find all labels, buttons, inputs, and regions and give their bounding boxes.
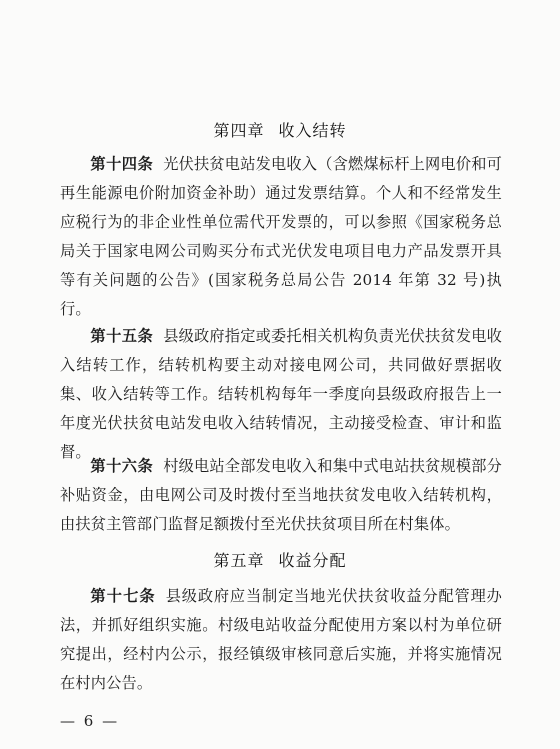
article-17-text: 县级政府应当制定当地光伏扶贫收益分配管理办法，并抓好组织实施。村级电站收益分配使用方案以村为单位研究提出，经村内公示，报经镇级审核同意后实施，并将实施情况在村内公告。 <box>60 587 503 692</box>
article-14-label: 第十四条 <box>90 155 154 173</box>
chapter-4-number: 第四章 <box>213 121 265 140</box>
chapter-5-title: 收益分配 <box>278 551 347 570</box>
article-15-text: 县级政府指定或委托相关机构负责光伏扶贫发电收入结转工作，结转机构要主动对接电网公司，共同做好票据收集、收入结转等工作。结转机构每年一季度向县级政府报告上一年度光伏扶贫电站发电收入结转情况，主动接受检查、审计和监督。 <box>60 327 503 461</box>
article-14 <box>60 150 502 324</box>
article-17-label: 第十七条 <box>90 587 156 605</box>
article-15 <box>60 322 502 467</box>
chapter-5-heading <box>0 548 560 571</box>
chapter-4-title: 收入结转 <box>278 121 347 140</box>
article-17 <box>60 582 502 698</box>
article-14-text: 光伏扶贫电站发电收入（含燃煤标杆上网电价和可再生能源电价附加资金补助）通过发票结算。个人和不经常发生应税行为的非企业性单位需代开发票的，可以参照《国家税务总局关于国家电网公司购买分布式光伏发电项目电力产品发票开具等有关问题的公告》(国家税务总局公告 2014 年第 32 号)执行。 <box>60 155 503 318</box>
article-15-label: 第十五条 <box>90 327 154 345</box>
article-16-text: 村级电站全部发电收入和集中式电站扶贫规模部分补贴资金，由电网公司及时拨付至当地扶贫发电收入结转机构，由扶贫主管部门监督足额拨付至光伏扶贫项目所在村集体。 <box>60 457 503 533</box>
chapter-4-heading <box>0 118 560 141</box>
article-16-label: 第十六条 <box>90 457 154 475</box>
chapter-5-number: 第五章 <box>213 551 265 570</box>
page-number: — 6 — <box>60 712 120 730</box>
article-16 <box>60 452 502 539</box>
